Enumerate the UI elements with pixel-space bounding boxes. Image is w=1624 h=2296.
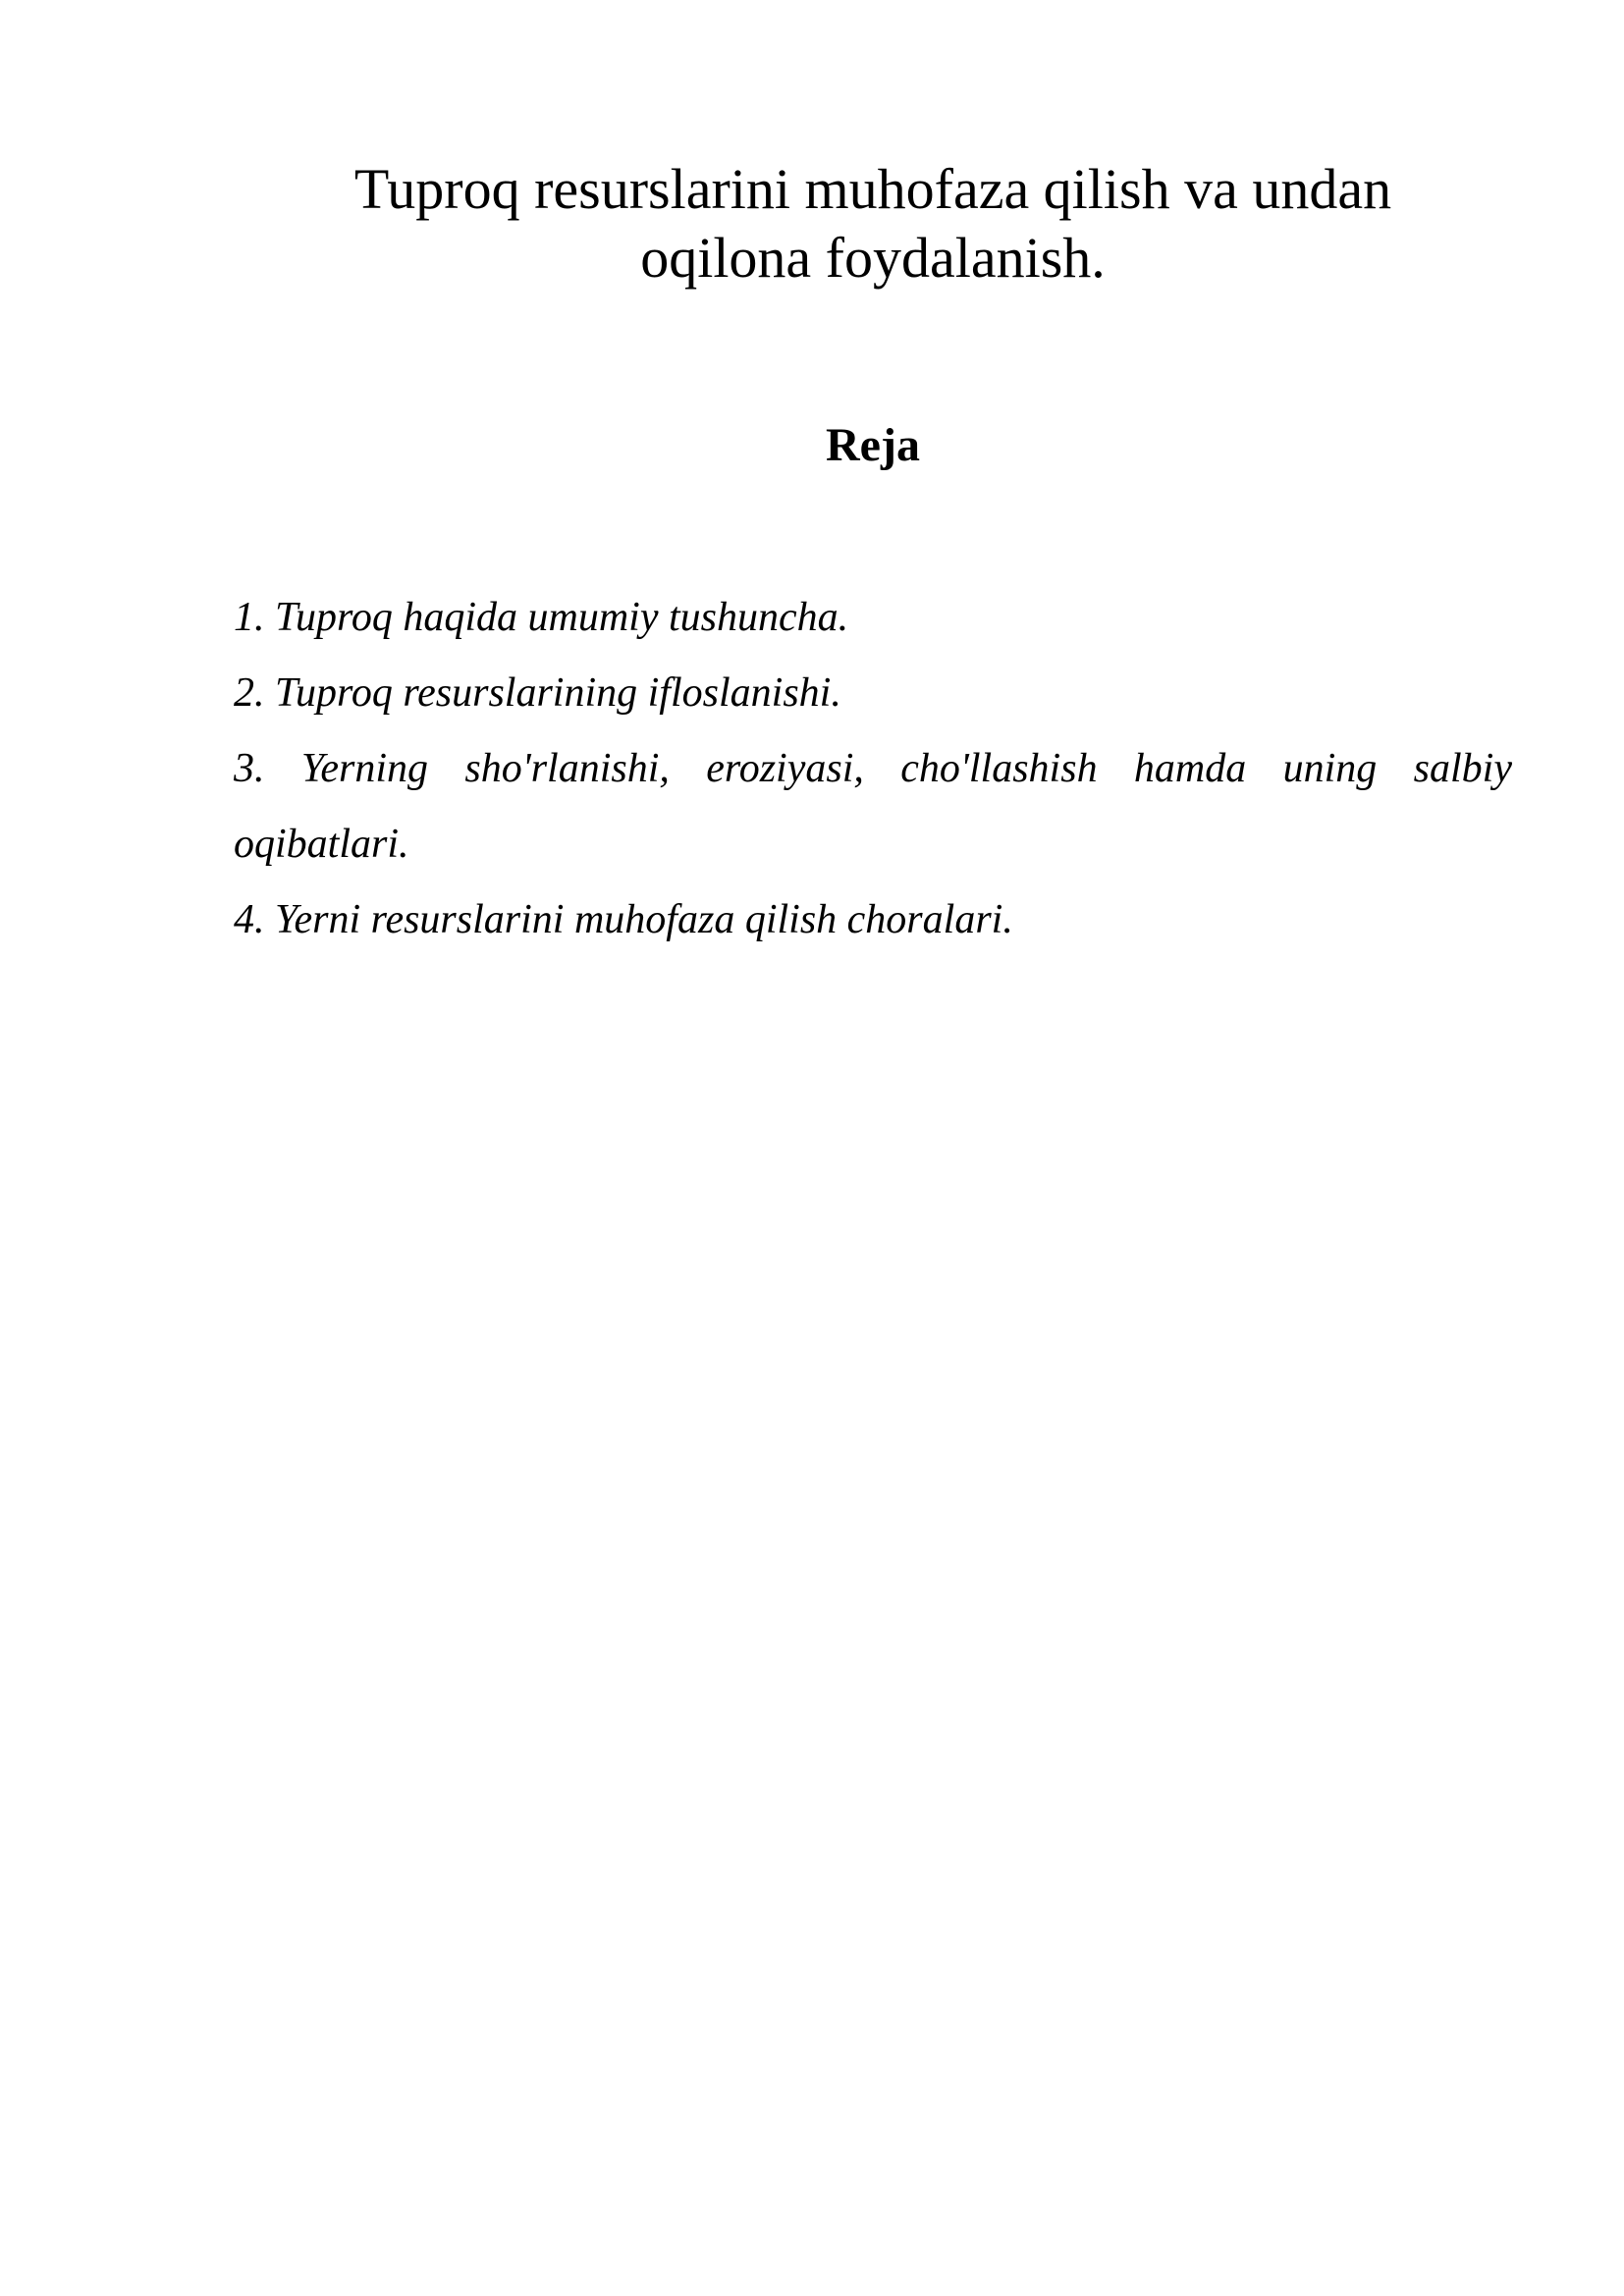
plan-item-2: 2. Tuproq resurslarining ifloslanishi.: [234, 670, 841, 716]
plan-item-1: 1. Tuproq haqida umumiy tushuncha.: [234, 595, 849, 640]
document-title-line-1: Tuproq resurslarini muhofaza qilish va undan: [353, 157, 1392, 221]
plan-item-4: 4. Yerni resurslarini muhofaza qilish choralari.: [234, 897, 1013, 942]
plan-list: [234, 580, 1512, 958]
plan-item-3: 3. Yerning sho'rlanishi, eroziyasi, cho'llashish hamda uning salbiy oqibatlari.: [234, 746, 1512, 867]
plan-heading: Reja: [826, 419, 920, 471]
document-title: [234, 155, 1512, 293]
document-title-line-2: oqilona foydalanish.: [640, 226, 1106, 290]
